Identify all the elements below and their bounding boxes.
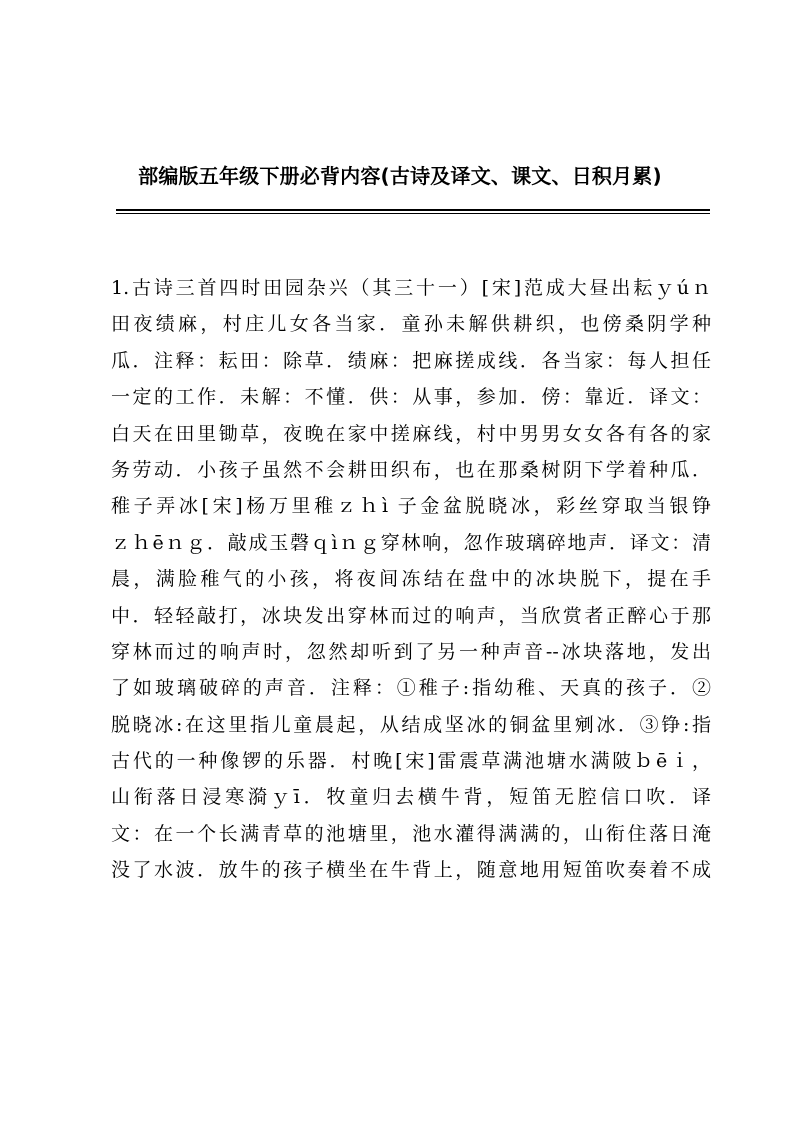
text-line: 白天在田里锄草，夜晚在家中搓麻线，村中男男女女各有各的家 bbox=[111, 422, 711, 445]
text-line: 稚子弄冰[宋]杨万里稚ｚｈì 子金盆脱晓冰，彩丝穿取当银铮 bbox=[111, 495, 711, 518]
text-line: 山衔落日浸寒漪ｙī．牧童归去横牛背，短笛无腔信口吹．译 bbox=[111, 786, 711, 809]
text-line: 1.古诗三首四时田园杂兴（其三十一）[宋]范成大昼出耘ｙúｎ bbox=[111, 277, 711, 299]
text-line: 没了水波．放牛的孩子横坐在牛背上，随意地用短笛吹奏着不成 bbox=[111, 859, 711, 882]
text-line: 中．轻轻敲打，冰块发出穿林而过的响声，当欣赏者正醉心于那 bbox=[111, 604, 711, 627]
text-line: 文：在一个长满青草的池塘里，池水灌得满满的，山衔住落日淹 bbox=[111, 822, 711, 845]
text-line: 晨，满脸稚气的小孩，将夜间冻结在盘中的冰块脱下，提在手 bbox=[111, 568, 711, 591]
title-underline-thin bbox=[116, 213, 710, 214]
text-line: 一定的工作．未解：不懂．供：从事，参加．傍：靠近．译文： bbox=[111, 386, 711, 409]
text-line: ｚｈēｎｇ．敲成玉磬ｑìｎｇ穿林响，忽作玻璃碎地声．译文：清 bbox=[111, 531, 711, 554]
text-line: 穿林而过的响声时，忽然却听到了另一种声音--冰块落地，发出 bbox=[111, 640, 711, 663]
title-underline-thick bbox=[116, 209, 710, 211]
body-paragraph bbox=[111, 270, 711, 889]
text-line: 脱晓冰:在这里指儿童晨起，从结成坚冰的铜盆里剜冰．③铮:指 bbox=[111, 713, 711, 736]
page-title: 部编版五年级下册必背内容(古诗及译文、课文、日积月累) bbox=[138, 164, 662, 188]
text-line: 了如玻璃破碎的声音．注释：①稚子:指幼稚、天真的孩子．② bbox=[111, 677, 711, 700]
text-line: 古代的一种像锣的乐器．村晚[宋]雷震草满池塘水满陂ｂēｉ， bbox=[111, 750, 711, 773]
text-line: 务劳动．小孩子虽然不会耕田织布，也在那桑树阴下学着种瓜． bbox=[111, 458, 711, 481]
text-line: 田夜绩麻，村庄儿女各当家．童孙未解供耕织，也傍桑阴学种 bbox=[111, 313, 711, 336]
text-line: 瓜．注释：耘田：除草．绩麻：把麻搓成线．各当家：每人担任 bbox=[111, 349, 711, 372]
